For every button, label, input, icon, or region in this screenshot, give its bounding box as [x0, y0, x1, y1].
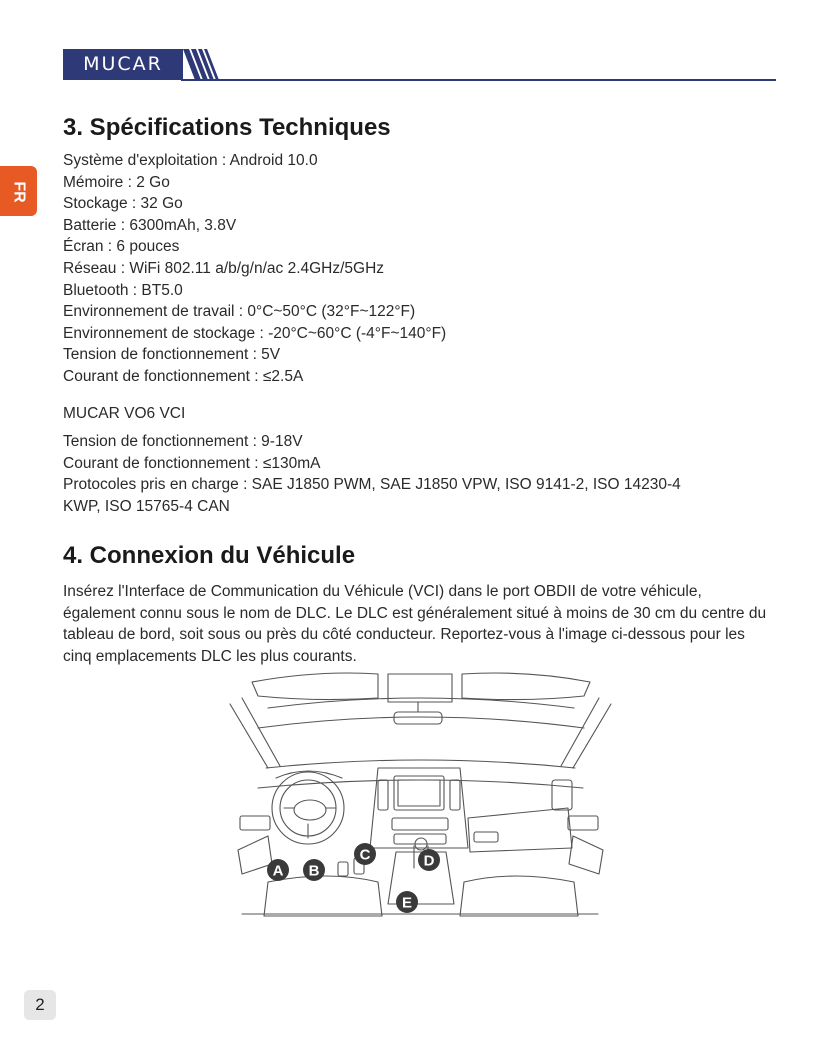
logo-stripes-icon	[181, 49, 221, 80]
spec-item: Stockage : 32 Go	[63, 195, 183, 213]
spec-item: Mémoire : 2 Go	[63, 173, 170, 191]
spec-item: Environnement de travail : 0°C~50°C (32°F~122°F)	[63, 303, 416, 321]
dlc-marker-e	[396, 891, 418, 913]
vci-spec-item: Tension de fonctionnement : 9-18V	[63, 433, 303, 450]
brand-logo: MUCAR	[63, 49, 183, 80]
vci-title: MUCAR VO6 VCI	[63, 405, 186, 422]
section-3-title: 3. Spécifications Techniques	[63, 114, 391, 141]
spec-item: Tension de fonctionnement : 5V	[63, 346, 281, 364]
spec-item: Bluetooth : BT5.0	[63, 281, 183, 299]
language-tab	[0, 166, 37, 216]
dlc-marker-d	[418, 849, 440, 871]
spec-item: Environnement de stockage : -20°C~60°C (-4°F~140°F)	[63, 324, 447, 342]
vci-spec-list	[63, 431, 681, 517]
brand-header	[63, 49, 776, 81]
spec-item: Écran : 6 pouces	[63, 238, 180, 256]
svg-text:C: C	[359, 846, 371, 864]
svg-text:E: E	[401, 894, 413, 912]
language-label: FR	[10, 181, 28, 203]
svg-text:B: B	[308, 862, 320, 880]
page-number: 2	[24, 990, 56, 1020]
spec-item: Système d'exploitation : Android 10.0	[63, 152, 318, 169]
spec-item: Réseau : WiFi 802.11 a/b/g/n/ac 2.4GHz/5GHz	[63, 259, 385, 277]
vci-title-block	[63, 403, 185, 425]
vci-spec-item: KWP, ISO 15765-4 CAN	[63, 497, 230, 515]
svg-text:A: A	[272, 862, 284, 880]
spec-list	[63, 150, 446, 388]
spec-item: Batterie : 6300mAh, 3.8V	[63, 216, 237, 234]
svg-text:D: D	[423, 852, 435, 870]
connection-paragraph: Insérez l'Interface de Communication du Véhicule (VCI) dans le port OBDII de votre véhicule, également connu sous le nom de DLC. Le DLC est généralement situé à moins de 30 cm du centre du tableau de bord, soit sous ou près du côté conducteur. Reportez-vous à l'image ci-dessous pour les cinq emplacements DLC les plus courants.	[63, 583, 767, 665]
section-4-title: 4. Connexion du Véhicule	[63, 542, 356, 569]
dlc-marker-b	[303, 859, 325, 881]
dlc-marker-a	[267, 859, 289, 881]
spec-item: Courant de fonctionnement : ≤2.5A	[63, 367, 304, 385]
dlc-marker-c	[354, 843, 376, 865]
vci-spec-item: Courant de fonctionnement : ≤130mA	[63, 454, 321, 472]
header-rule	[181, 79, 776, 81]
dashboard-illustration	[228, 668, 613, 920]
vci-spec-item: Protocoles pris en charge : SAE J1850 PWM, SAE J1850 VPW, ISO 9141-2, ISO 14230-4	[63, 476, 681, 494]
